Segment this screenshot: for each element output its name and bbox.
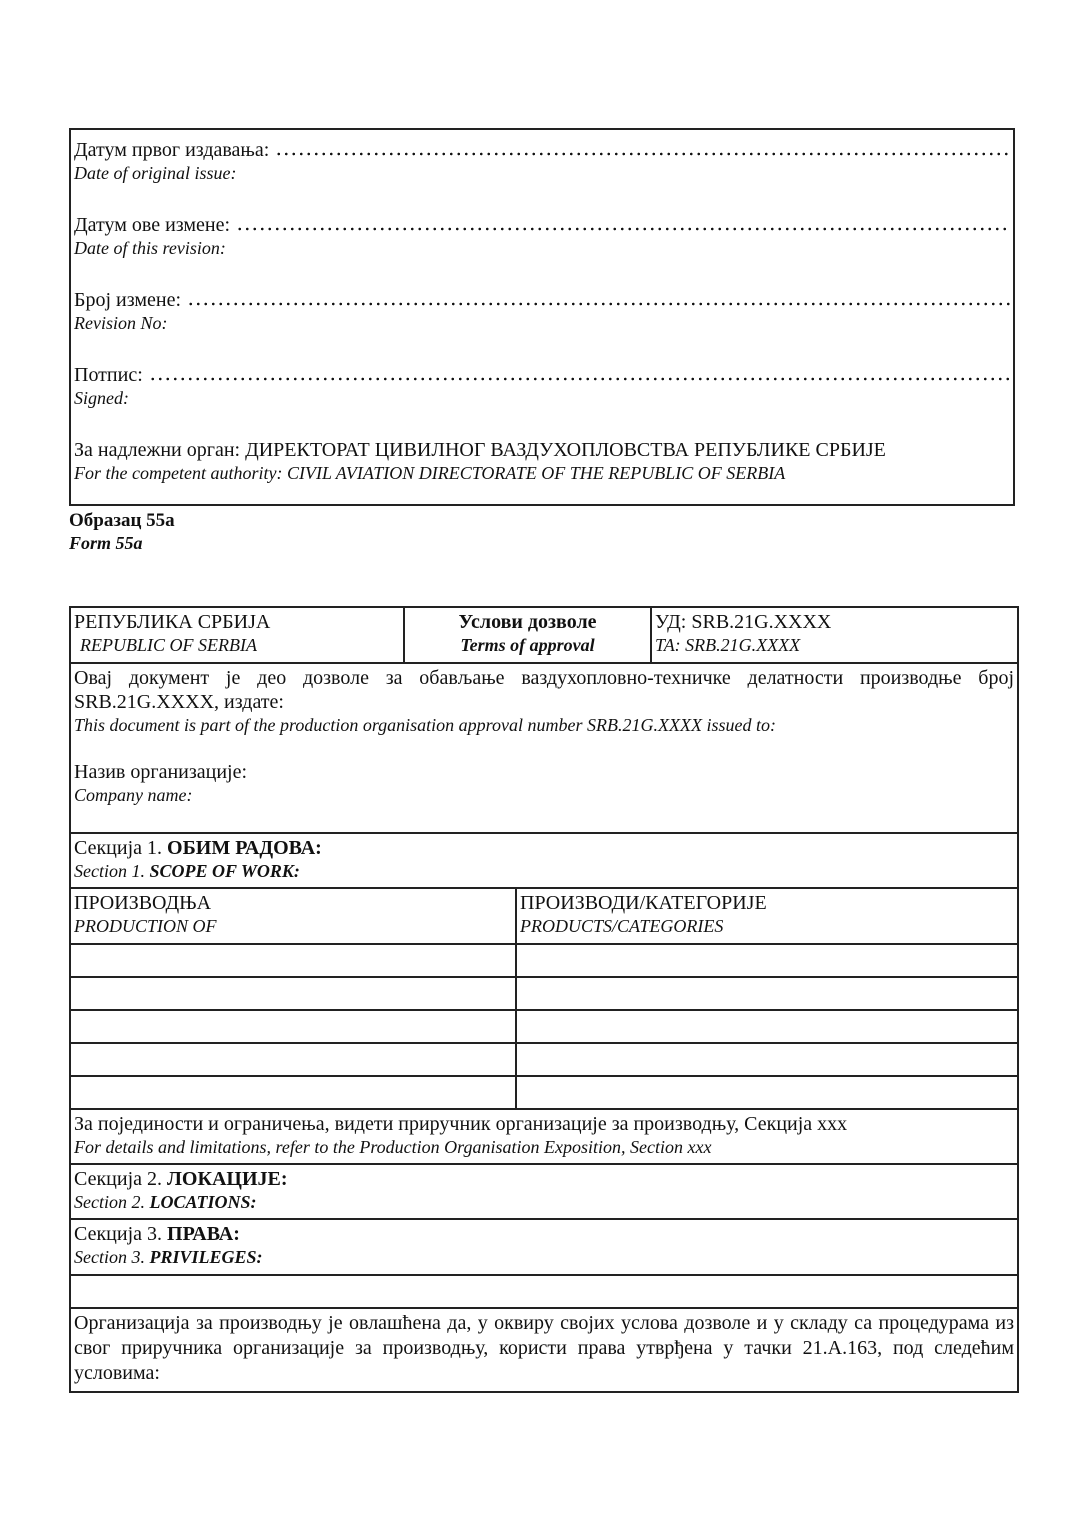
authority-sr: За надлежни орган: ДИРЕКТОРАТ ЦИВИЛНОГ ВАЗДУХОПЛОВСТВА РЕПУБЛИКЕ СРБИЈЕ bbox=[74, 439, 886, 461]
section3-cell bbox=[70, 1219, 1018, 1275]
section3-sr bbox=[74, 1222, 1014, 1246]
section3-row bbox=[70, 1219, 1018, 1275]
section1-sr bbox=[74, 836, 1014, 860]
dot-leader-input[interactable] bbox=[149, 377, 1010, 381]
reference-en: TA: SRB.21G.XXXX bbox=[655, 635, 801, 655]
products-cell[interactable] bbox=[516, 1010, 1018, 1043]
table-header-row bbox=[70, 607, 1018, 663]
privileges-empty-row bbox=[70, 1275, 1018, 1308]
form-label-sr: Образац 55а bbox=[69, 510, 175, 531]
privileges-text-cell bbox=[70, 1308, 1018, 1392]
country-en: REPUBLIC OF SERBIA bbox=[80, 635, 257, 655]
field-revision-number bbox=[74, 288, 1010, 363]
field-label-en: Date of this revision: bbox=[74, 238, 226, 258]
reference-cell bbox=[651, 607, 1018, 663]
column-header-production bbox=[70, 888, 516, 944]
production-cell[interactable] bbox=[70, 977, 516, 1010]
country-cell bbox=[70, 607, 404, 663]
products-cell[interactable] bbox=[516, 1043, 1018, 1076]
production-cell[interactable] bbox=[70, 1076, 516, 1109]
products-cell[interactable] bbox=[516, 1076, 1018, 1109]
company-name-label-sr: Назив организације: bbox=[74, 761, 248, 783]
intro-cell bbox=[70, 663, 1018, 833]
section2-en bbox=[74, 1191, 1014, 1213]
section3-en bbox=[74, 1246, 1014, 1268]
table-row bbox=[70, 977, 1018, 1010]
approval-signature-box bbox=[69, 128, 1015, 506]
privileges-empty-cell[interactable] bbox=[70, 1275, 1018, 1308]
details-sr: За појединости и ограничења, видети приручник организације за производњу, Секција xxx bbox=[74, 1113, 848, 1135]
intro-sr: Овај документ је део дозволе за обављање ваздухопловно-техничке делатности производње број SRB.21G.XXXX, издате: bbox=[74, 667, 1015, 713]
section2-title-en: LOCATIONS: bbox=[149, 1192, 257, 1212]
details-row bbox=[70, 1109, 1018, 1164]
scope-columns-row bbox=[70, 888, 1018, 944]
field-label-en: Date of original issue: bbox=[74, 163, 237, 183]
field-label-en: Signed: bbox=[74, 388, 129, 408]
authority-en: For the competent authority: CIVIL AVIATION DIRECTORATE OF THE REPUBLIC OF SERBIA bbox=[74, 463, 786, 483]
field-label-sr: Потпис: bbox=[74, 364, 143, 386]
details-en: For details and limitations, refer to the Production Organisation Exposition, Section xxx bbox=[74, 1137, 712, 1157]
section3-title-sr: ПРАВА: bbox=[167, 1223, 240, 1245]
column-products-en: PRODUCTS/CATEGORIES bbox=[520, 916, 724, 936]
production-cell[interactable] bbox=[70, 944, 516, 977]
form-label bbox=[69, 510, 175, 554]
production-cell[interactable] bbox=[70, 1010, 516, 1043]
field-signed bbox=[74, 363, 1010, 438]
privileges-text: Организација за производњу је овлашћена да, у оквиру својих услова дозволе и у складу са процедурама из свог приручника организације за производњу, користи права утврђена у тачки 21.А.163, под следећим условима: bbox=[74, 1312, 1015, 1384]
country-sr: РЕПУБЛИКА СРБИЈА bbox=[74, 611, 271, 633]
section2-prefix-en: Section 2. bbox=[74, 1192, 150, 1212]
table-row bbox=[70, 944, 1018, 977]
column-header-products bbox=[516, 888, 1018, 944]
form-label-en: Form 55a bbox=[69, 533, 143, 553]
section1-prefix-sr: Секција 1. bbox=[74, 837, 168, 859]
section1-title-en: SCOPE OF WORK: bbox=[149, 861, 300, 881]
field-original-issue-date bbox=[74, 138, 1010, 213]
column-products-sr: ПРОИЗВОДИ/КАТЕГОРИЈЕ bbox=[520, 892, 767, 914]
intro-row bbox=[70, 663, 1018, 833]
terms-en: Terms of approval bbox=[460, 635, 595, 655]
section2-row bbox=[70, 1164, 1018, 1219]
details-cell bbox=[70, 1109, 1018, 1164]
dot-leader-input[interactable] bbox=[236, 227, 1010, 231]
section1-cell bbox=[70, 833, 1018, 888]
section3-prefix-sr: Секција 3. bbox=[74, 1223, 168, 1245]
table-row bbox=[70, 1043, 1018, 1076]
products-cell[interactable] bbox=[516, 944, 1018, 977]
field-label-en: Revision No: bbox=[74, 313, 168, 333]
reference-sr: УД: SRB.21G.XXXX bbox=[655, 611, 832, 633]
production-cell[interactable] bbox=[70, 1043, 516, 1076]
products-cell[interactable] bbox=[516, 977, 1018, 1010]
field-revision-date bbox=[74, 213, 1010, 288]
competent-authority bbox=[74, 438, 1010, 484]
table-row bbox=[70, 1076, 1018, 1109]
section1-title-sr: ОБИМ РАДОВА: bbox=[167, 837, 322, 859]
section1-row bbox=[70, 833, 1018, 888]
field-label-sr: Датум првог издавања: bbox=[74, 139, 270, 161]
section3-title-en: PRIVILEGES: bbox=[149, 1247, 263, 1267]
section2-cell bbox=[70, 1164, 1018, 1219]
intro-en: This document is part of the production organisation approval number SRB.21G.XXXX issued to: bbox=[74, 715, 776, 735]
privileges-text-row bbox=[70, 1308, 1018, 1392]
column-production-sr: ПРОИЗВОДЊА bbox=[74, 892, 212, 914]
table-row bbox=[70, 1010, 1018, 1043]
field-label-sr: Датум ове измене: bbox=[74, 214, 231, 236]
terms-cell bbox=[404, 607, 651, 663]
column-production-en: PRODUCTION OF bbox=[74, 916, 217, 936]
dot-leader-input[interactable] bbox=[275, 152, 1010, 156]
section2-title-sr: ЛОКАЦИЈЕ: bbox=[167, 1168, 288, 1190]
section1-en bbox=[74, 860, 1014, 882]
section3-prefix-en: Section 3. bbox=[74, 1247, 150, 1267]
section1-prefix-en: Section 1. bbox=[74, 861, 150, 881]
terms-of-approval-table bbox=[69, 606, 1019, 1393]
terms-sr: Услови дозволе bbox=[458, 611, 597, 633]
company-name-label-en: Company name: bbox=[74, 785, 193, 805]
section2-prefix-sr: Секција 2. bbox=[74, 1168, 168, 1190]
field-label-sr: Број измене: bbox=[74, 289, 182, 311]
section2-sr bbox=[74, 1167, 1014, 1191]
dot-leader-input[interactable] bbox=[187, 302, 1010, 306]
